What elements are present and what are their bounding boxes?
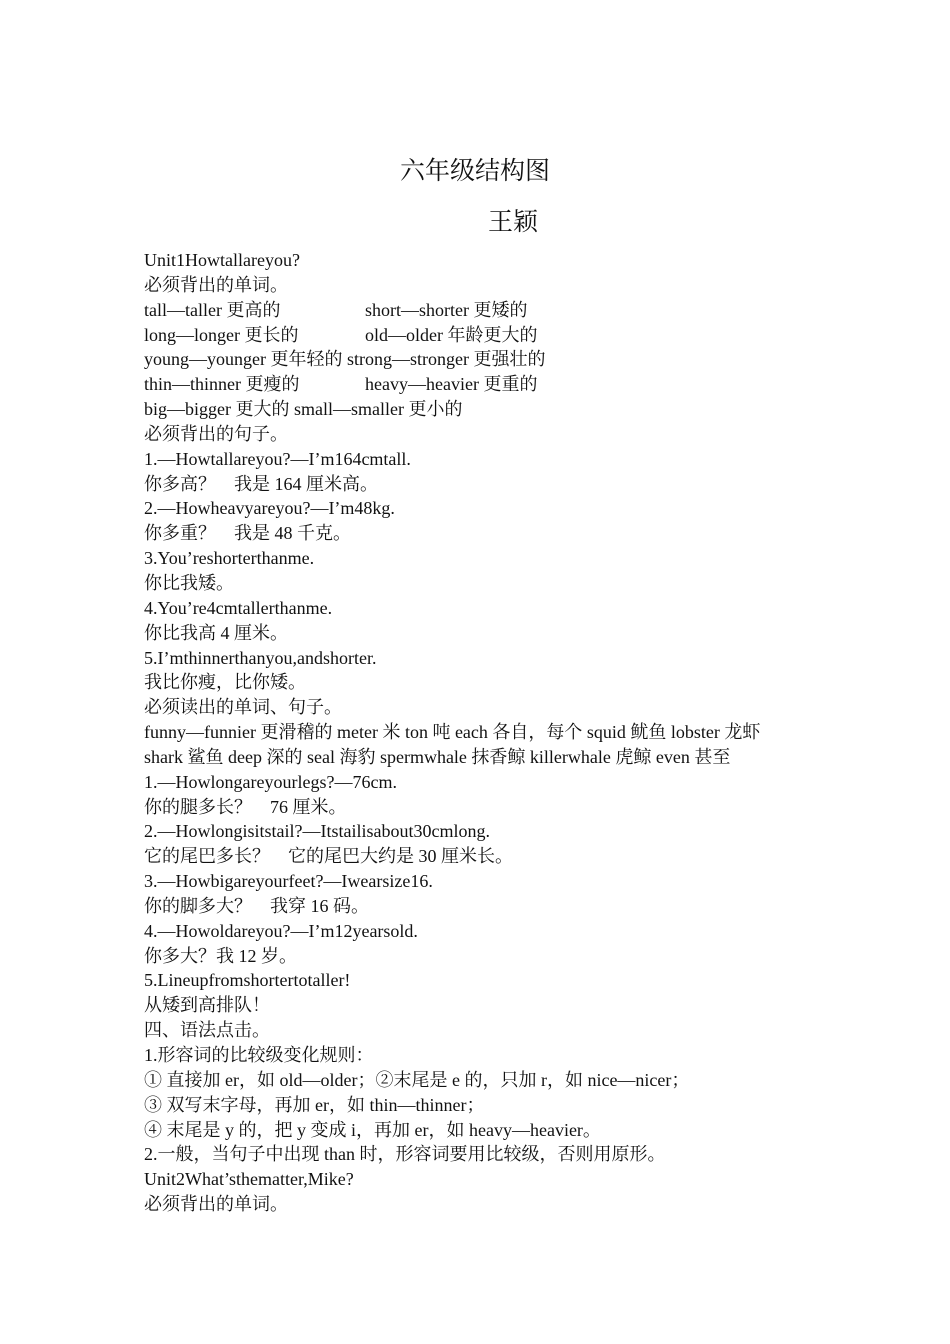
document-author: 王颖 — [487, 209, 538, 236]
text-line: 2.—Howheavyareyou?—I’m48kg. — [144, 498, 395, 519]
vocab-left: long—longer 更长的 — [144, 324, 299, 345]
text-line: ① 直接加 er，如 old—older；②末尾是 e 的，只加 r，如 nice—nicer； — [144, 1069, 690, 1090]
text-line: 5.I’mthinnerthanyou,andshorter. — [144, 647, 377, 668]
text-line: 3.You’reshorterthanme. — [144, 548, 315, 569]
text-line: 4.—Howoldareyou?—I’m12yearsold. — [144, 920, 418, 941]
document-body — [144, 248, 844, 1217]
text-line: 从矮到高排队！ — [144, 995, 270, 1016]
text-line: ③ 双写末字母，再加 er，如 thin—thinner； — [144, 1094, 485, 1115]
vocab-pair-line — [144, 298, 844, 323]
vocab-right: short—shorter 更矮的 — [365, 299, 528, 320]
text-line: 你多大？我 12 岁。 — [144, 945, 297, 966]
text-line: 你比我高 4 厘米。 — [144, 622, 288, 643]
text-line: 你的脚多大？ 我穿 16 码。 — [144, 895, 369, 916]
text-line: 2.一般，当句子中出现 than 时，形容词要用比较级，否则用原形。 — [144, 1144, 666, 1165]
text-line: 1.—Howtallareyou?—I’m164cmtall. — [144, 448, 411, 469]
text-line: funny—funnier 更滑稽的 meter 米 ton 吨 each 各自，每个 squid 鱿鱼 lobster 龙虾 — [144, 722, 761, 743]
text-line: 3.—Howbigareyourfeet?—Iwearsize16. — [144, 871, 433, 892]
text-line: 必须读出的单词、句子。 — [144, 697, 342, 718]
text-line: 5.Lineupfromshortertotaller! — [144, 970, 351, 991]
text-line: Unit1Howtallareyou? — [144, 250, 300, 270]
text-line: 4.You’re4cmtallerthanme. — [144, 597, 333, 618]
text-line: 必须背出的单词。 — [144, 1194, 288, 1215]
vocab-pair-line — [144, 372, 844, 397]
vocab-left: thin—thinner 更瘦的 — [144, 374, 300, 395]
text-line: shark 鲨鱼 deep 深的 seal 海豹 spermwhale 抹香鲸 killerwhale 虎鲸 even 甚至 — [144, 746, 731, 767]
text-line: 你多重？ 我是 48 千克。 — [144, 523, 351, 544]
text-line: big—bigger 更大的 small—smaller 更小的 — [144, 399, 463, 420]
text-line: Unit2What’sthematter,Mike? — [144, 1169, 354, 1190]
vocab-right: heavy—heavier 更重的 — [365, 374, 538, 395]
text-line: 必须背出的单词。 — [144, 274, 288, 295]
text-line: 你比我矮。 — [144, 572, 234, 593]
text-line: 四、语法点击。 — [144, 1020, 270, 1041]
text-line: 必须背出的句子。 — [144, 423, 288, 444]
text-line: young—younger 更年轻的 strong—stronger 更强壮的 — [144, 349, 546, 370]
text-line: 你多高？ 我是 164 厘米高。 — [144, 473, 378, 494]
text-line: ④ 末尾是 y 的，把 y 变成 i，再加 er，如 heavy—heavier。 — [144, 1119, 601, 1140]
text-line: 我比你瘦，比你矮。 — [144, 672, 306, 693]
vocab-left: tall—taller 更高的 — [144, 299, 281, 320]
text-line: 1.形容词的比较级变化规则： — [144, 1045, 374, 1065]
vocab-right: old—older 年龄更大的 — [365, 324, 538, 345]
vocab-pair-line — [144, 323, 844, 348]
text-line: 1.—Howlongareyourlegs?—76cm. — [144, 771, 397, 792]
text-line: 你的腿多长？ 76 厘米。 — [144, 796, 347, 817]
text-line: 它的尾巴多长？ 它的尾巴大约是 30 厘米长。 — [144, 846, 513, 867]
text-line: 2.—Howlongisitstail?—Itstailisabout30cmlong. — [144, 821, 490, 842]
document-title: 六年级结构图 — [399, 158, 550, 185]
